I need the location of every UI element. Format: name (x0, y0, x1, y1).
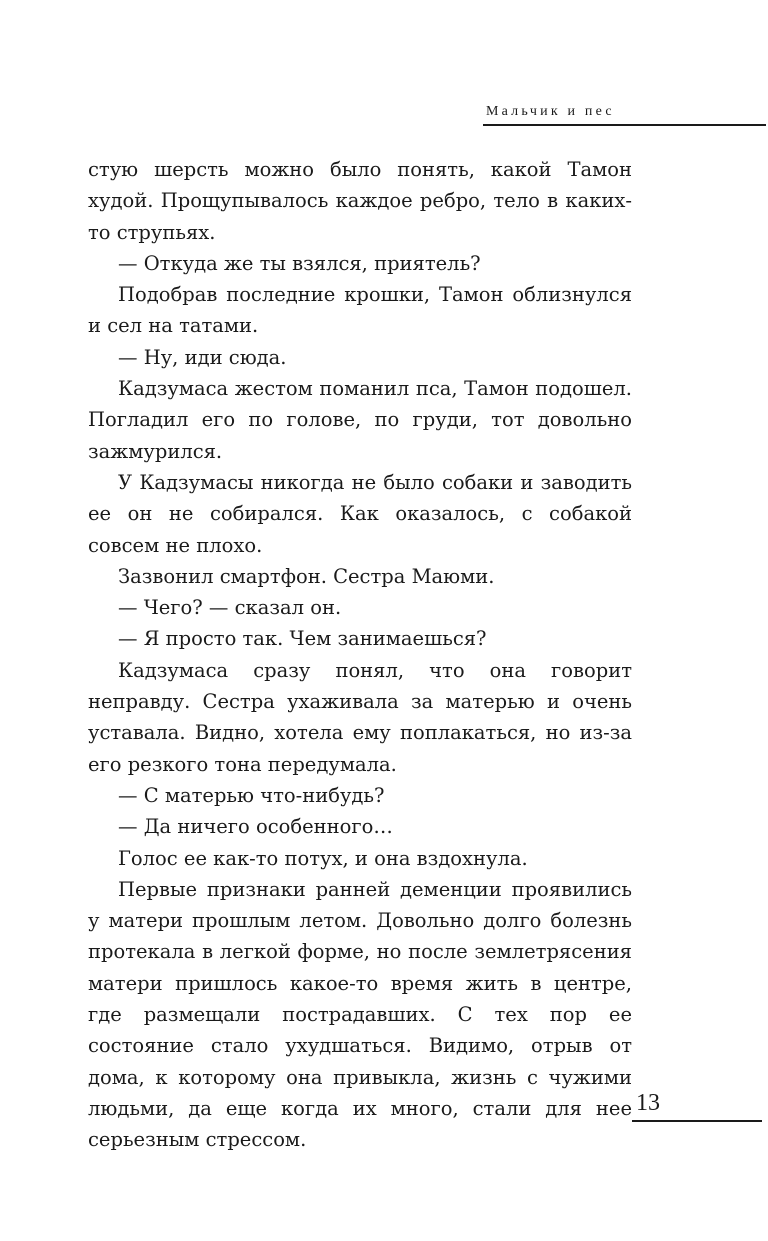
paragraph: Подобрав последние крошки, Тамон облизнулся и сел на татами. (88, 283, 632, 338)
running-header-title: Мальчик и пес (486, 104, 615, 119)
footer-rule (632, 1120, 762, 1122)
paragraph: Первые признаки ранней деменции проявились у матери прошлым летом. Довольно долго болезнь протекала в легкой форме, но после землетрясения матери пришлось какое-то время жить в центре, где размещали пострадавших. С тех пор ее состояние стало ухудшаться. Видимо, отрыв от дома, к которому она привыкла, жизнь с чужими людьми, да еще когда их много, стали для нее серьезным стрессом. (88, 877, 632, 1152)
paragraph: Кадзумаса жестом поманил пса, Тамон подошел. Погладил его по голове, по груди, тот довольно зажмурился. (88, 377, 632, 463)
paragraph-dialogue: — Чего? — сказал он. (118, 596, 342, 620)
page-number (632, 1088, 762, 1118)
page-number-value: 13 (636, 1090, 660, 1116)
header-rule (483, 124, 766, 126)
paragraph-dialogue: — Да ничего особенного… (118, 815, 393, 839)
paragraph-dialogue: — С матерью что-нибудь? (118, 783, 385, 807)
paragraph-dialogue: — Откуда же ты взялся, приятель? (118, 251, 481, 275)
paragraph: У Кадзумасы никогда не было собаки и заводить ее он не собирался. Как оказалось, с собакой совсем не плохо. (88, 470, 632, 557)
paragraph: Зазвонил смартфон. Сестра Маюми. (118, 564, 495, 588)
paragraph-continued: стую шерсть можно было понять, какой Тамон худой. Прощупывалось каждое ребро, тело в каких-то струпьях. (88, 158, 632, 244)
page-body (88, 154, 632, 1156)
paragraph: Голос ее как-то потух, и она вздохнула. (118, 846, 528, 870)
paragraph-dialogue: — Ну, иди сюда. (118, 345, 287, 369)
paragraph: Кадзумаса сразу понял, что она говорит неправду. Сестра ухаживала за матерью и очень уставала. Видно, хотела ему поплакаться, но из-за его резкого тона передумала. (88, 658, 632, 776)
paragraph-dialogue: — Я просто так. Чем занимаешься? (118, 627, 487, 651)
